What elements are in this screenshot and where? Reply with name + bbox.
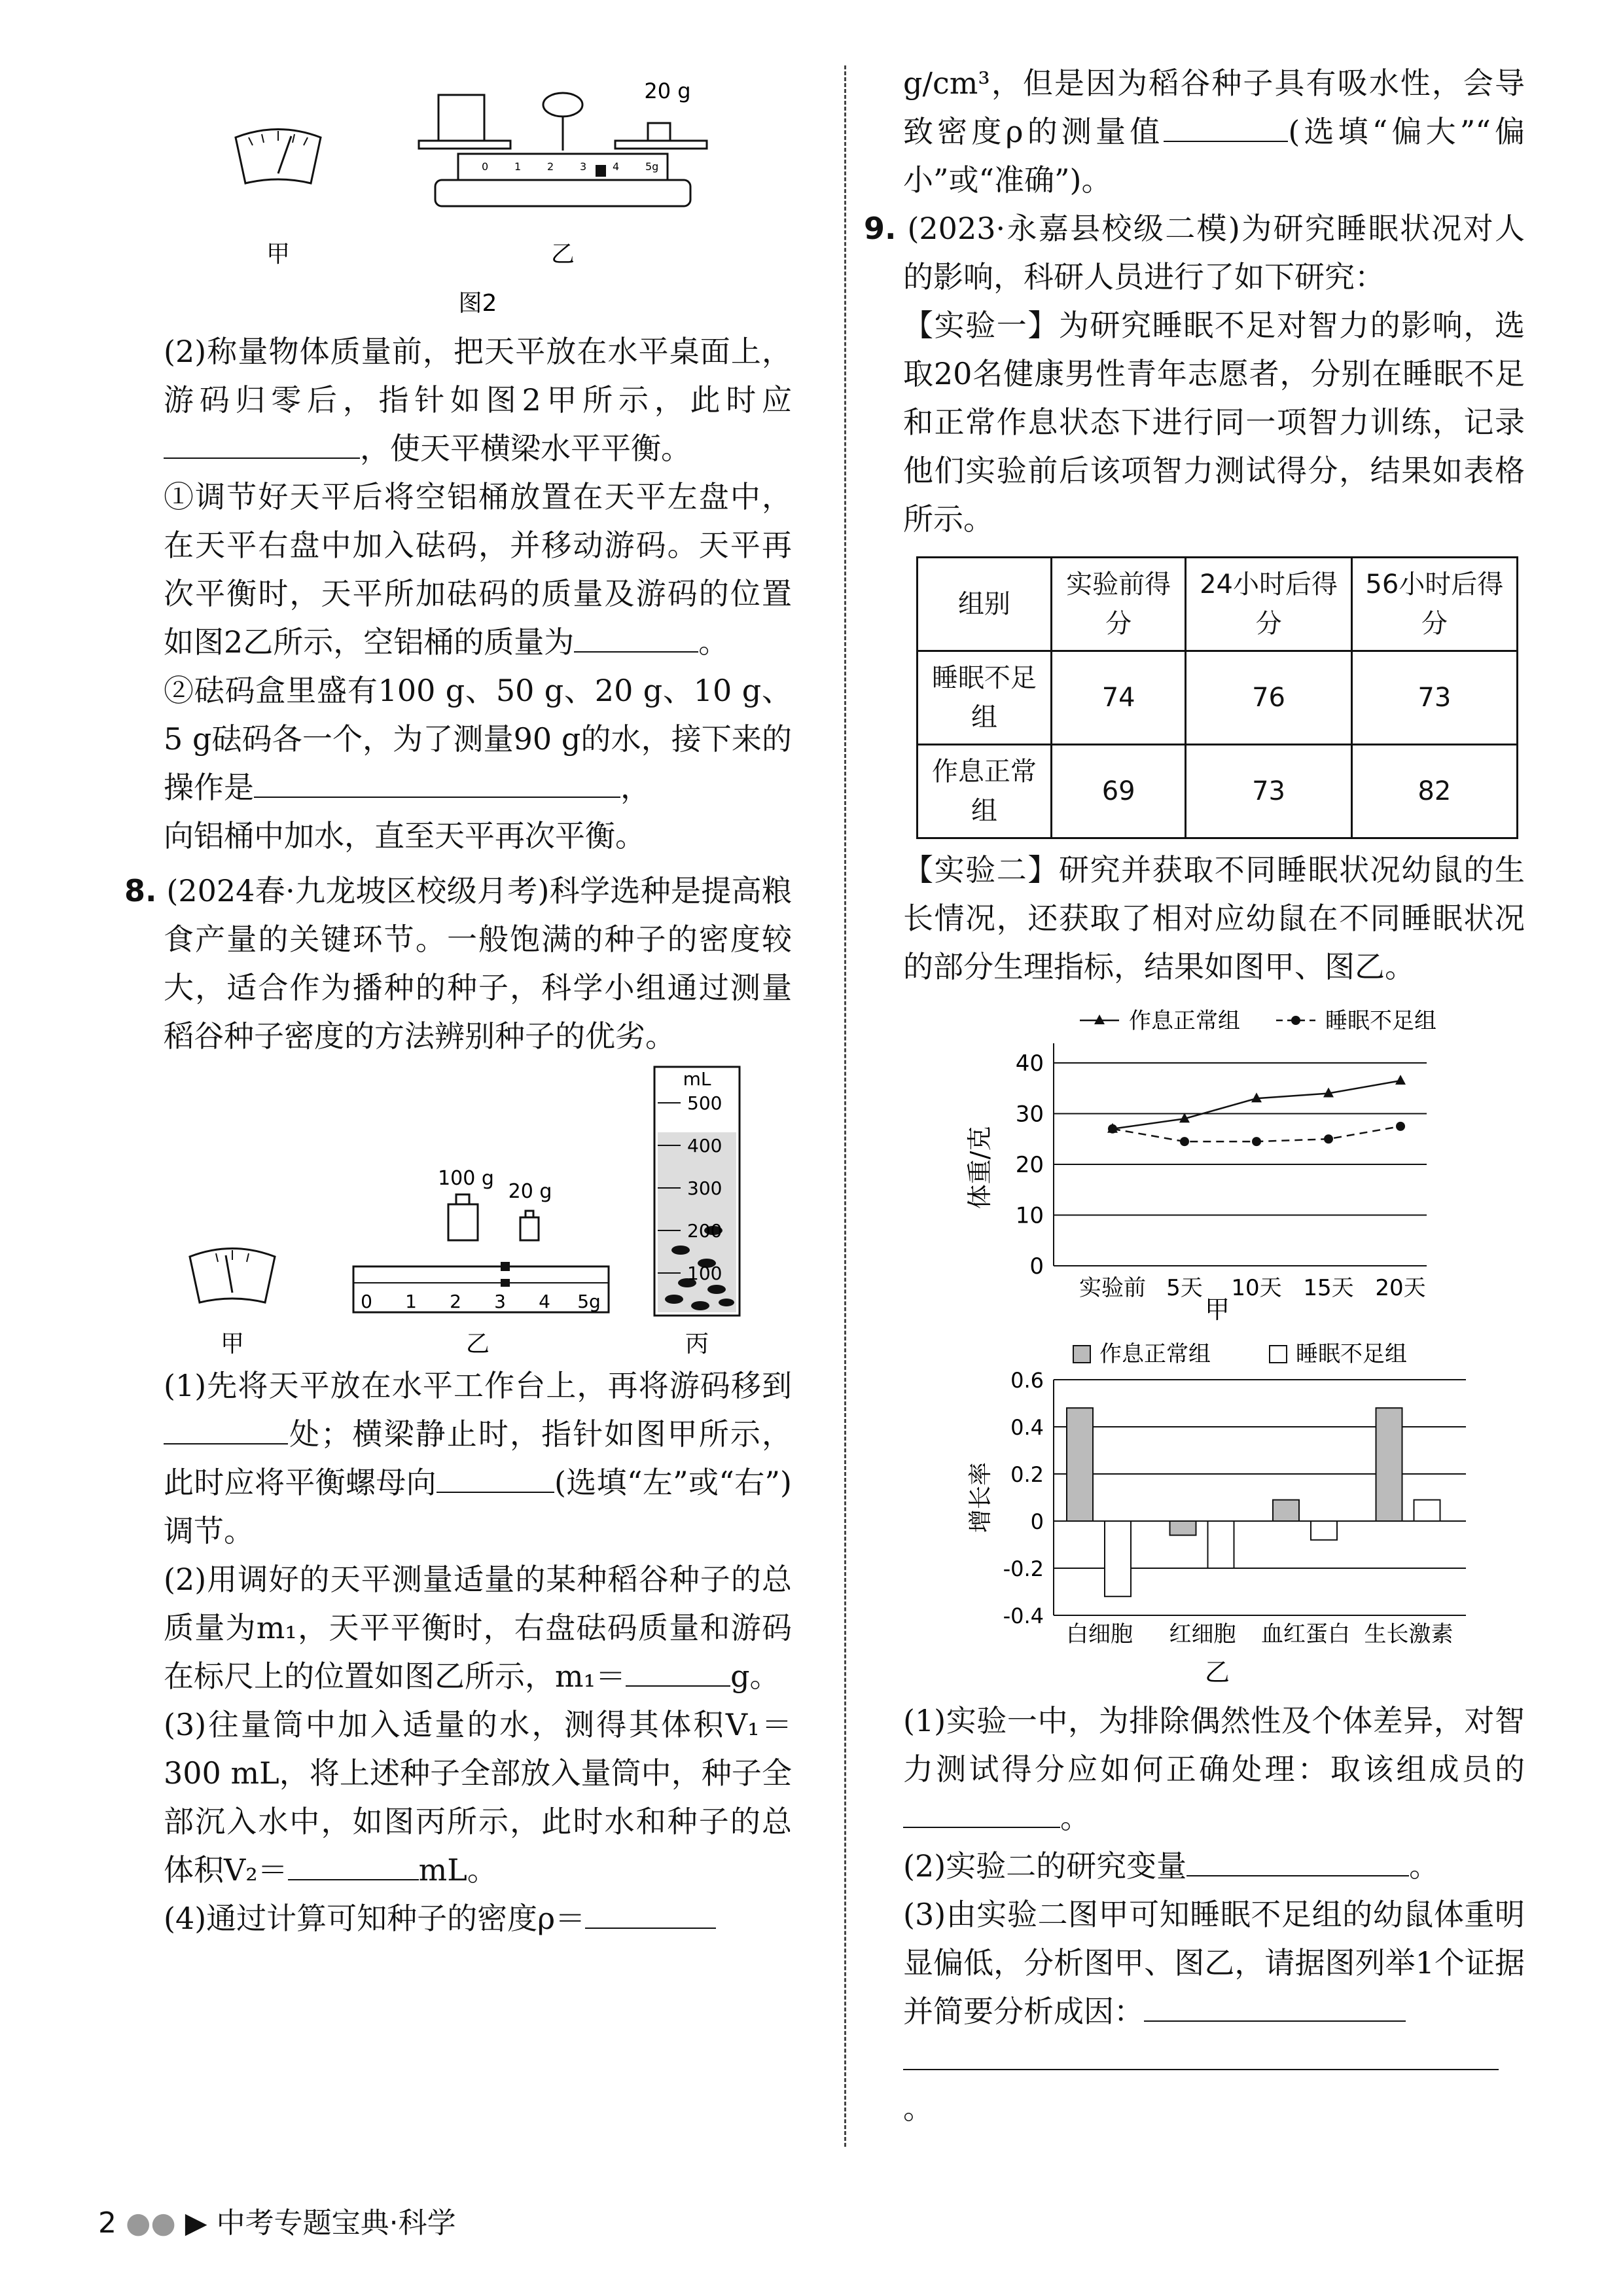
pointer-dial-icon (236, 130, 321, 184)
table-cell: 73 (1351, 651, 1517, 745)
table-header-row (918, 558, 1518, 651)
q8-cyl-tick-200: 200 (687, 1220, 722, 1242)
table-row (918, 745, 1518, 838)
q8-weight-100: 100 g (438, 1167, 494, 1190)
q8-cyl-tick-400: 400 (687, 1135, 722, 1157)
q8-p4-blank2[interactable] (1164, 115, 1288, 142)
bar (1273, 1500, 1299, 1521)
q7-s2-blank[interactable] (254, 770, 620, 798)
fig2-label-yi: 乙 (550, 241, 575, 268)
figure-2 (164, 59, 792, 327)
q9-sq2-blank[interactable] (1186, 1849, 1409, 1876)
rider-scale-icon (353, 1262, 609, 1312)
y-tick-label: 0.4 (1010, 1415, 1044, 1440)
fig2-weight-label: 20 g (644, 79, 691, 103)
fig2-tick-2: 2 (547, 160, 554, 173)
q9-score-table (916, 556, 1518, 839)
page-number: 2 (98, 2206, 116, 2240)
q8-scale-tick-4: 4 (539, 1291, 550, 1312)
y-tick-label: 20 (1015, 1152, 1044, 1178)
table-cell: 82 (1351, 745, 1517, 838)
table-cell: 74 (1051, 651, 1186, 745)
chart-title: 甲 (1204, 1295, 1230, 1324)
x-tick-label: 5天 (1166, 1275, 1203, 1301)
pointer-dial-icon (190, 1249, 275, 1303)
bar (1311, 1521, 1337, 1540)
q9-sq3-blank1[interactable] (1144, 1994, 1406, 2022)
q8-cyl-tick-300: 300 (687, 1177, 722, 1199)
chart-weight-line (903, 991, 1525, 1325)
q8-scale-tick-5: 5g (577, 1291, 601, 1312)
data-point (1180, 1137, 1189, 1146)
q8-figure (164, 1060, 792, 1361)
q7-part2: (2)称量物体质量前，把天平放在水平桌面上，游码归零后，指针如图2甲所示，此时应，使天平横梁水平平衡。 (164, 334, 792, 466)
right-column (864, 59, 1525, 2132)
table-header: 24小时后得分 (1186, 558, 1351, 651)
q8-part3: (3)往量筒中加入适量的水，测得其体积V₁＝300 mL，将上述种子全部放入量筒中，种子全部沉入水中，如图丙所示，此时水和种子的总体积V₂＝ mL。 (164, 1707, 792, 1888)
q8-p2-blank[interactable] (626, 1659, 730, 1687)
q7-step1: ①调节好天平后将空铝桶放置在天平左盘中，在天平右盘中加入砝码，并移动游码。天平再次平衡时，天平所加砝码的质量及游码的位置如图2乙所示，空铝桶的质量为 。 (164, 479, 792, 660)
fig2-tick-1: 1 (514, 160, 522, 173)
q7-s1-blank[interactable] (574, 625, 698, 653)
column-divider (844, 65, 846, 2147)
q8-figure-drawing (164, 1060, 792, 1361)
balance-scale-icon (419, 93, 707, 206)
table-cell: 69 (1051, 745, 1186, 838)
data-point (1395, 1075, 1406, 1085)
y-tick-label: 0.2 (1010, 1462, 1044, 1487)
y-tick-label: 0.6 (1010, 1368, 1044, 1393)
q8-part4-cont: g/cm³，但是因为稻谷种子具有吸水性，会导致密度ρ的测量值 (选填“偏大”“偏小”或“准确”)。 (903, 65, 1525, 198)
footer-arrow-icon: ▶ (185, 2206, 207, 2240)
q8-cyl-tick-500: 500 (687, 1092, 722, 1114)
q8-label-yi: 乙 (465, 1331, 490, 1357)
q9-sub1: (1)实验一中，为排除偶然性及个体差异，对智力测试得分应如何正确处理：取该组成员的。 (903, 1703, 1525, 1835)
q8-cylinder-unit: mL (683, 1068, 711, 1090)
x-tick-label: 20天 (1375, 1275, 1426, 1301)
q8-number: 8. (124, 873, 157, 908)
chart-title: 乙 (1204, 1658, 1230, 1687)
y-tick-label: 0 (1030, 1509, 1044, 1534)
q9-exp1: 【实验一】为研究睡眠不足对智力的影响，选取20名健康男性青年志愿者，分别在睡眠不足和正常作息状态下进行同一项智力训练，记录他们实验前后该项智力测试得分，结果如表格所示。 (903, 308, 1525, 537)
q8-scale-tick-0: 0 (361, 1291, 372, 1312)
data-point (1252, 1137, 1261, 1146)
q8-intro: 8. (2024春·九龙坡区校级月考)科学选种是提高粮食产量的关键环节。一般饱满的种子的密度较大，适合作为播种的种子，科学小组通过测量稻谷种子密度的方法辨别种子的优劣。 (124, 873, 792, 1054)
x-tick-label: 红细胞 (1169, 1621, 1236, 1647)
fig2-tick-4: 4 (613, 160, 620, 173)
q8-p1-blank2[interactable] (437, 1465, 554, 1493)
bar (1170, 1521, 1196, 1535)
q9-intro: 9. (2023·永嘉县校级二模)为研究睡眠状况对人的影响，科研人员进行了如下研究： (864, 211, 1525, 295)
q8-part4: (4)通过计算可知种子的密度ρ＝ (164, 1894, 792, 1943)
y-tick-label: -0.4 (1003, 1604, 1044, 1628)
footer-dots-icon: ●● (126, 2206, 176, 2240)
x-tick-label: 实验前 (1079, 1275, 1146, 1301)
x-tick-label: 10天 (1231, 1275, 1282, 1301)
y-tick-label: 10 (1015, 1202, 1044, 1229)
fig2-tick-5: 5g (645, 160, 659, 173)
q8-p4-blank[interactable] (585, 1901, 716, 1929)
q9-sq3-blank2[interactable] (903, 2043, 1499, 2070)
table-cell: 76 (1186, 651, 1351, 745)
y-tick-label: 0 (1029, 1253, 1044, 1280)
fig2-tick-3: 3 (580, 160, 587, 173)
q8-part1: (1)先将天平放在水平工作台上，再将游码移到处；横梁静止时，指针如图甲所示，此时应将平衡螺母向 (选填“左”或“右”)调节。 (164, 1368, 792, 1549)
legend-label: 睡眠不足组 (1296, 1341, 1407, 1367)
legend-swatch (1270, 1346, 1287, 1363)
legend-marker (1291, 1016, 1300, 1025)
q8-scale-tick-3: 3 (494, 1291, 506, 1312)
q7-p2-blank[interactable] (164, 431, 360, 459)
page-footer (98, 2199, 456, 2241)
legend-swatch (1073, 1346, 1090, 1363)
x-tick-label: 血红蛋白 (1261, 1621, 1350, 1647)
q9-sub3: (3)由实验二图甲可知睡眠不足组的幼鼠体重明显偏低，分析图甲、图乙，请据图列举1个证据并简要分析成因： 。 (903, 1897, 1525, 2126)
table-header: 实验前得分 (1051, 558, 1186, 651)
legend-label: 作息正常组 (1129, 1008, 1240, 1034)
weight-100g-icon (448, 1204, 478, 1240)
left-column (124, 59, 792, 1943)
bar (1105, 1521, 1131, 1596)
q8-scale-tick-2: 2 (450, 1291, 461, 1312)
bar (1208, 1521, 1234, 1568)
q8-label-bing: 丙 (685, 1331, 709, 1357)
q8-p1-blank1[interactable] (164, 1417, 288, 1444)
y-tick-label: 40 (1015, 1050, 1044, 1077)
y-axis-label: 体重/克 (965, 1126, 994, 1210)
q8-part2: (2)用调好的天平测量适量的某种稻谷种子的总质量为m₁，天平平衡时，右盘砝码质量和游码在标尺上的位置如图乙所示，m₁＝ g。 (164, 1562, 792, 1694)
q8-p3-blank[interactable] (288, 1853, 419, 1880)
data-point (1108, 1124, 1117, 1134)
bar (1067, 1408, 1093, 1521)
data-point (1396, 1122, 1405, 1131)
figure-2-drawing (164, 59, 792, 327)
data-point (1324, 1134, 1333, 1143)
table-header: 56小时后得分 (1351, 558, 1517, 651)
fig2-caption: 图2 (458, 290, 497, 317)
book-title: 中考专题宝典·科学 (216, 2206, 456, 2240)
x-tick-label: 15天 (1303, 1275, 1354, 1301)
bar (1414, 1500, 1440, 1521)
chart-growth-bar (903, 1327, 1525, 1694)
y-axis-label: 增长率 (967, 1462, 994, 1534)
q7-step2: ②砝码盒里盛有100 g、50 g、20 g、10 g、5 g砝码各一个，为了测量90 g的水，接下来的操作是 ， 向铝桶中加水，直至天平再次平衡。 (164, 673, 792, 853)
table-header: 组别 (918, 558, 1052, 651)
q8-scale-tick-1: 1 (405, 1291, 417, 1312)
q9-exp2: 【实验二】研究并获取不同睡眠状况幼鼠的生长情况，还获取了相对应幼鼠在不同睡眠状况的部分生理指标，结果如图甲、图乙。 (903, 852, 1525, 984)
y-tick-label: -0.2 (1003, 1556, 1044, 1581)
q9-sq1-blank[interactable] (903, 1801, 1060, 1828)
table-cell: 睡眠不足组 (918, 651, 1052, 745)
fig2-tick-0: 0 (482, 160, 489, 173)
table-cell: 作息正常组 (918, 745, 1052, 838)
q8-weight-20: 20 g (508, 1180, 552, 1203)
x-tick-label: 白细胞 (1066, 1621, 1133, 1647)
q9-sub2: (2)实验二的研究变量 。 (903, 1848, 1440, 1884)
series-line (1113, 1081, 1400, 1129)
legend-marker (1094, 1014, 1105, 1024)
q8-cyl-tick-100: 100 (687, 1263, 722, 1284)
y-tick-label: 30 (1015, 1101, 1044, 1128)
q8-label-jia: 甲 (220, 1331, 245, 1357)
bar (1376, 1408, 1402, 1521)
fig2-label-jia: 甲 (266, 241, 291, 268)
q9-number: 9. (864, 211, 897, 246)
legend-label: 作息正常组 (1099, 1341, 1211, 1367)
table-row (918, 651, 1518, 745)
x-tick-label: 生长激素 (1364, 1621, 1454, 1647)
legend-label: 睡眠不足组 (1325, 1008, 1436, 1034)
table-cell: 73 (1186, 745, 1351, 838)
weight-20g-icon (520, 1217, 539, 1240)
